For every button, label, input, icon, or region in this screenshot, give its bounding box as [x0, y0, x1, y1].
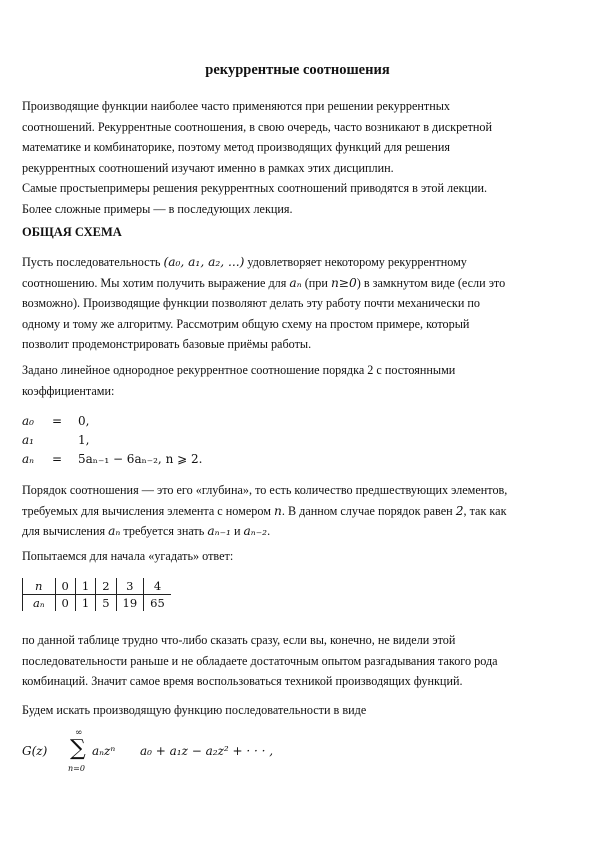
- order-text: . В данном случае порядок равен: [281, 503, 456, 518]
- values-table: [22, 578, 171, 611]
- scheme-line-3: возможно). Производящие функции позволяют делать эту работу почти механически по: [22, 296, 481, 310]
- order-text: и: [230, 524, 244, 538]
- equation-rhs: 5aₙ₋₁ − 6aₙ₋₂, n ⩾ 2.: [78, 452, 203, 466]
- intro-paragraph: [22, 96, 577, 219]
- scheme-text: Пусть последовательность: [22, 255, 164, 269]
- an-notation: aₙ: [108, 524, 121, 538]
- table-cell: 5: [96, 595, 116, 612]
- equation-row: [22, 414, 322, 430]
- intro-line-5: Самые простыепримеры решения рекуррентных соотношений приводятся в этой лекции.: [22, 181, 488, 195]
- sequence-notation: (a₀, a₁, a₂, ...): [163, 255, 245, 269]
- equation-rhs: 1,: [78, 433, 90, 447]
- order-line-1: Порядок соотношения — это его «глубина», то есть количество предшествующих элементов,: [22, 483, 508, 497]
- an-minus-1-notation: aₙ₋₁: [207, 524, 231, 538]
- intro-line-4: рекуррентных соотношений изучают именно в рамках этих дисциплин.: [22, 160, 394, 175]
- recurrence-intro-line-1: Задано линейное однородное рекуррентное соотношение порядка 2 с постоянными: [22, 363, 456, 377]
- scheme-line-5: позволит продемонстрировать базовые приёмы работы.: [22, 337, 312, 351]
- sum-term: aₙzⁿ: [92, 744, 116, 758]
- after-table-paragraph: [22, 630, 577, 692]
- sum-upper-limit: ∞: [75, 728, 83, 738]
- table-cell: 0: [55, 595, 75, 612]
- table-cell: 1: [75, 595, 95, 612]
- table-cell: 4: [144, 578, 171, 595]
- page-title: рекуррентные соотношения: [205, 62, 390, 78]
- order-paragraph: [22, 480, 577, 542]
- table-cell: 3: [116, 578, 144, 595]
- equation-lhs: a₀: [22, 414, 34, 428]
- table-cell: 19: [116, 595, 144, 612]
- an-minus-2-notation: aₙ₋₂: [243, 524, 268, 538]
- equation-operator: =: [52, 414, 63, 428]
- equation-row: [22, 452, 322, 468]
- order-line-2: [22, 501, 577, 522]
- table-cell: 0: [55, 578, 75, 595]
- recurrence-intro-paragraph: [22, 360, 577, 401]
- order-value: 2: [455, 503, 464, 518]
- sum-sign: ∑: [70, 736, 86, 761]
- intro-line-1: Производящие функции наиболее часто применяются при решении рекуррентных: [22, 99, 451, 113]
- scheme-text: соотношению. Мы хотим получить выражение для: [22, 275, 290, 290]
- equation-rhs: 0,: [78, 414, 90, 428]
- scheme-line-2: [22, 273, 577, 294]
- guess-paragraph: Попытаемся для начала «угадать» ответ:: [22, 549, 234, 563]
- scheme-paragraph: [22, 252, 577, 355]
- intro-line-2: соотношений. Рекуррентные соотношения, в свою очередь, часто возникают в дискретной: [22, 119, 493, 134]
- intro-line-6: Более сложные примеры — в последующих лекция.: [22, 201, 293, 216]
- equation-lhs: aₙ: [22, 452, 35, 466]
- section-heading: ОБЩАЯ СХЕМА: [22, 225, 122, 239]
- recurrence-intro-line-2: коэффициентами:: [22, 383, 115, 398]
- scheme-text: удовлетворяет некоторому рекуррентному: [244, 255, 467, 269]
- order-line-3: [22, 521, 577, 542]
- table-cell: n: [23, 578, 56, 595]
- scheme-line-4: одному и тому же алгоритму. Рассмотрим общую схему на простом примере, который: [22, 316, 470, 331]
- order-text: требуется знать: [120, 524, 208, 538]
- table-cell: 1: [75, 578, 95, 595]
- generating-function-formula: [22, 730, 422, 780]
- scheme-text: ) в замкнутом виде (если это: [356, 275, 506, 290]
- table-row: [23, 595, 171, 612]
- equation-operator: =: [52, 452, 63, 466]
- condition-notation: n≥0: [330, 275, 357, 290]
- intro-line-3: математике и комбинаторике, поэтому метод производящих функций для решения: [22, 140, 450, 154]
- an-notation: aₙ: [289, 275, 302, 290]
- table-row: [23, 578, 171, 595]
- order-text: требуемых для вычисления элемента с номером: [22, 503, 274, 518]
- after-table-line-1: по данной таблице трудно что-либо сказать сразу, если вы, конечно, не видели этой: [22, 633, 456, 647]
- order-text: .: [267, 524, 271, 538]
- scheme-text: (при: [301, 275, 331, 290]
- table-cell: 65: [144, 595, 171, 612]
- table-cell: aₙ: [23, 595, 56, 612]
- equation-row: [22, 433, 322, 449]
- sum-lower-limit: n=0: [68, 764, 85, 773]
- order-text: , так как: [463, 503, 507, 518]
- table-cell: 2: [96, 578, 116, 595]
- n-notation: n: [273, 503, 282, 518]
- generating-function-paragraph: Будем искать производящую функцию последовательности в виде: [22, 703, 367, 717]
- after-table-line-3: комбинаций. Значит самое время воспользоваться техникой производящих функций.: [22, 674, 463, 688]
- scheme-line-1: [22, 252, 577, 273]
- formula-lhs: G(z): [22, 744, 48, 758]
- order-text: для вычисления: [22, 524, 109, 538]
- equation-lhs: a₁: [22, 433, 34, 447]
- after-table-line-2: последовательности раньше и не обладаете достаточным опытом разгадывания такого рода: [22, 653, 498, 668]
- series-expansion: a₀ + a₁z − a₂z² + · · · ,: [140, 744, 274, 758]
